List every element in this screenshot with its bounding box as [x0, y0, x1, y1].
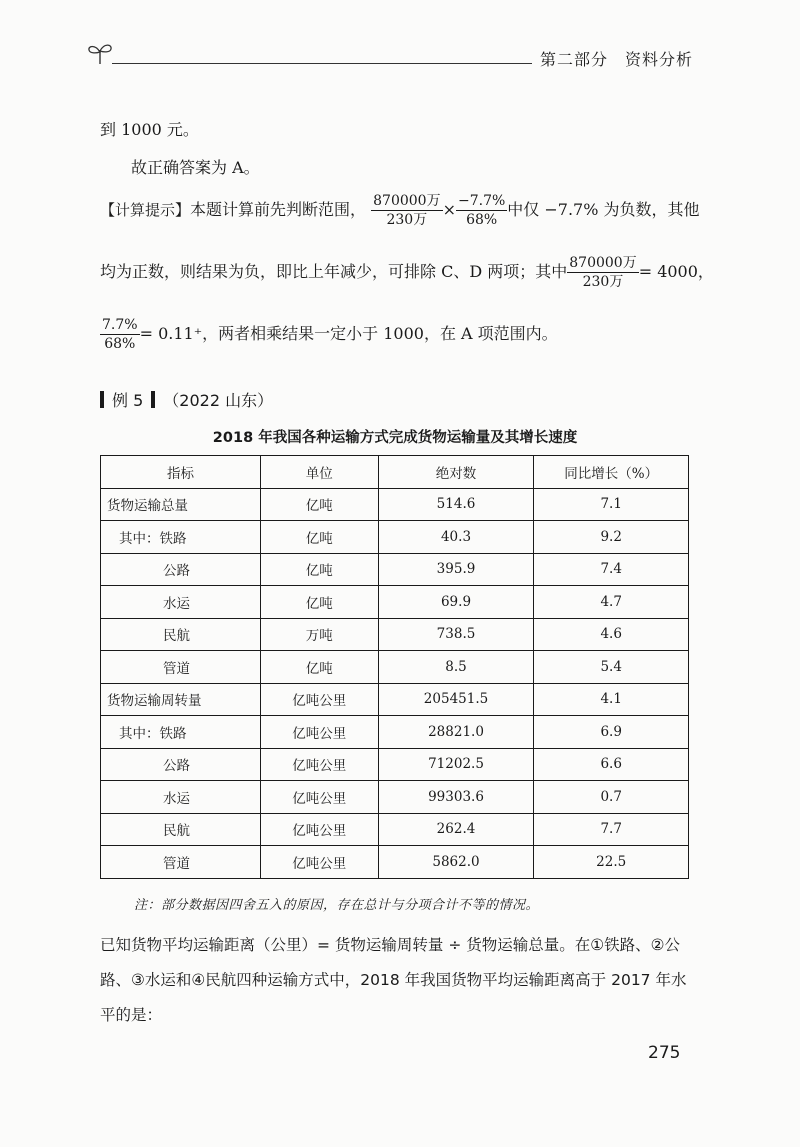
cell-growth: 4.1 [534, 683, 689, 716]
cell-indicator: 水运 [101, 781, 261, 814]
cell-absolute: 40.3 [378, 521, 534, 554]
cell-unit: 亿吨 [260, 488, 378, 521]
cell-unit: 亿吨公里 [260, 813, 378, 846]
cell-unit: 亿吨公里 [260, 781, 378, 814]
table-row [101, 651, 689, 684]
table-row [101, 683, 689, 716]
fraction-c: $\frac{\text{870000万}}{\text{230万}}$ [569, 255, 637, 291]
page-number: 275 [648, 1043, 681, 1063]
header-section-title: 第二部分 资料分析 [540, 50, 694, 69]
text-line-4 [100, 255, 714, 290]
line4-result: = 4000， [638, 262, 714, 282]
cell-absolute: 395.9 [378, 553, 534, 586]
cell-absolute: 8.5 [378, 651, 534, 684]
table-row [101, 553, 689, 586]
cell-absolute: 69.9 [378, 586, 534, 619]
table-row [101, 586, 689, 619]
table-row [101, 781, 689, 814]
table-row [101, 521, 689, 554]
cell-unit: 亿吨 [260, 521, 378, 554]
cell-absolute: 205451.5 [378, 683, 534, 716]
table-row [101, 813, 689, 846]
col-header-unit: 单位 [260, 456, 378, 489]
table-row [101, 618, 689, 651]
cell-growth: 9.2 [534, 521, 689, 554]
cell-indicator: 货物运输周转量 [101, 683, 261, 716]
sprout-icon [86, 40, 114, 66]
cell-indicator: 其中：铁路 [101, 716, 261, 749]
fraction-d: $\frac{7.7\%}{68\%}$ [102, 317, 138, 353]
calc-hint-line [100, 193, 700, 228]
cell-indicator: 公路 [101, 553, 261, 586]
table-note: 注：部分数据因四舍五入的原因，存在总计与分项合计不等的情况。 [134, 898, 540, 913]
cell-unit: 万吨 [260, 618, 378, 651]
example-heading [100, 388, 273, 411]
cell-absolute: 28821.0 [378, 716, 534, 749]
example-source: （2022 山东） [163, 391, 274, 410]
col-header-absolute: 绝对数 [378, 456, 534, 489]
example-label: 例 5 [112, 391, 144, 410]
line5-text: = 0.11⁺，两者相乘结果一定小于 1000，在 A 项范围内。 [139, 324, 558, 344]
cell-indicator: 其中：铁路 [101, 521, 261, 554]
calc-hint-pre: 本题计算前先判断范围， [190, 200, 367, 220]
cell-growth: 7.1 [534, 488, 689, 521]
header-rule [112, 63, 532, 64]
cell-absolute: 738.5 [378, 618, 534, 651]
table-row [101, 716, 689, 749]
cell-growth: 0.7 [534, 781, 689, 814]
table-row [101, 846, 689, 879]
times-sign: × [442, 200, 456, 220]
cell-unit: 亿吨 [260, 586, 378, 619]
table-title: 2018 年我国各种运输方式完成货物运输量及其增长速度 [212, 430, 578, 446]
cell-indicator: 管道 [101, 651, 261, 684]
cell-indicator: 水运 [101, 586, 261, 619]
cell-unit: 亿吨公里 [260, 683, 378, 716]
calc-hint-label: 【计算提示】 [100, 201, 191, 220]
cell-growth: 5.4 [534, 651, 689, 684]
cell-indicator: 管道 [101, 846, 261, 879]
col-header-indicator: 指标 [101, 456, 261, 489]
calc-hint-post: 中仅 −7.7% 为负数，其他 [507, 200, 700, 220]
cell-unit: 亿吨公里 [260, 748, 378, 781]
col-header-growth: 同比增长（%） [534, 456, 689, 489]
cell-absolute: 99303.6 [378, 781, 534, 814]
fraction-b: $\frac{-7.7\%}{68\%}$ [457, 193, 506, 229]
cell-growth: 4.7 [534, 586, 689, 619]
bracket-mark-right [151, 391, 155, 408]
line4-text: 均为正数，则结果为负，即比上年减少，可排除 C、D 两项；其中 [100, 262, 568, 282]
cell-growth: 7.7 [534, 813, 689, 846]
text-line-1: 到 1000 元。 [100, 120, 199, 139]
cell-growth: 6.6 [534, 748, 689, 781]
table-header-row [101, 456, 689, 489]
text-line-5 [100, 317, 558, 352]
cell-unit: 亿吨公里 [260, 846, 378, 879]
cell-indicator: 货物运输总量 [101, 488, 261, 521]
cell-absolute: 514.6 [378, 488, 534, 521]
table-row [101, 488, 689, 521]
cell-absolute: 71202.5 [378, 748, 534, 781]
cell-absolute: 262.4 [378, 813, 534, 846]
cell-growth: 22.5 [534, 846, 689, 879]
cell-absolute: 5862.0 [378, 846, 534, 879]
cell-unit: 亿吨 [260, 553, 378, 586]
fraction-a: $\frac{\text{870000万}}{\text{230万}}$ [373, 193, 441, 229]
cell-unit: 亿吨 [260, 651, 378, 684]
data-table [100, 455, 689, 879]
cell-indicator: 公路 [101, 748, 261, 781]
cell-growth: 4.6 [534, 618, 689, 651]
bracket-mark-left [100, 391, 104, 408]
text-line-2: 故正确答案为 A。 [131, 158, 260, 177]
cell-unit: 亿吨公里 [260, 716, 378, 749]
question-text: 已知货物平均运输距离（公里）= 货物运输周转量 ÷ 货物运输总量。在①铁路、②公路、③水运和④民航四种运输方式中，2018 年我国货物平均运输距离高于 2017 年水平的是： [100, 936, 687, 1024]
cell-growth: 7.4 [534, 553, 689, 586]
cell-indicator: 民航 [101, 813, 261, 846]
cell-indicator: 民航 [101, 618, 261, 651]
table-row [101, 748, 689, 781]
cell-growth: 6.9 [534, 716, 689, 749]
